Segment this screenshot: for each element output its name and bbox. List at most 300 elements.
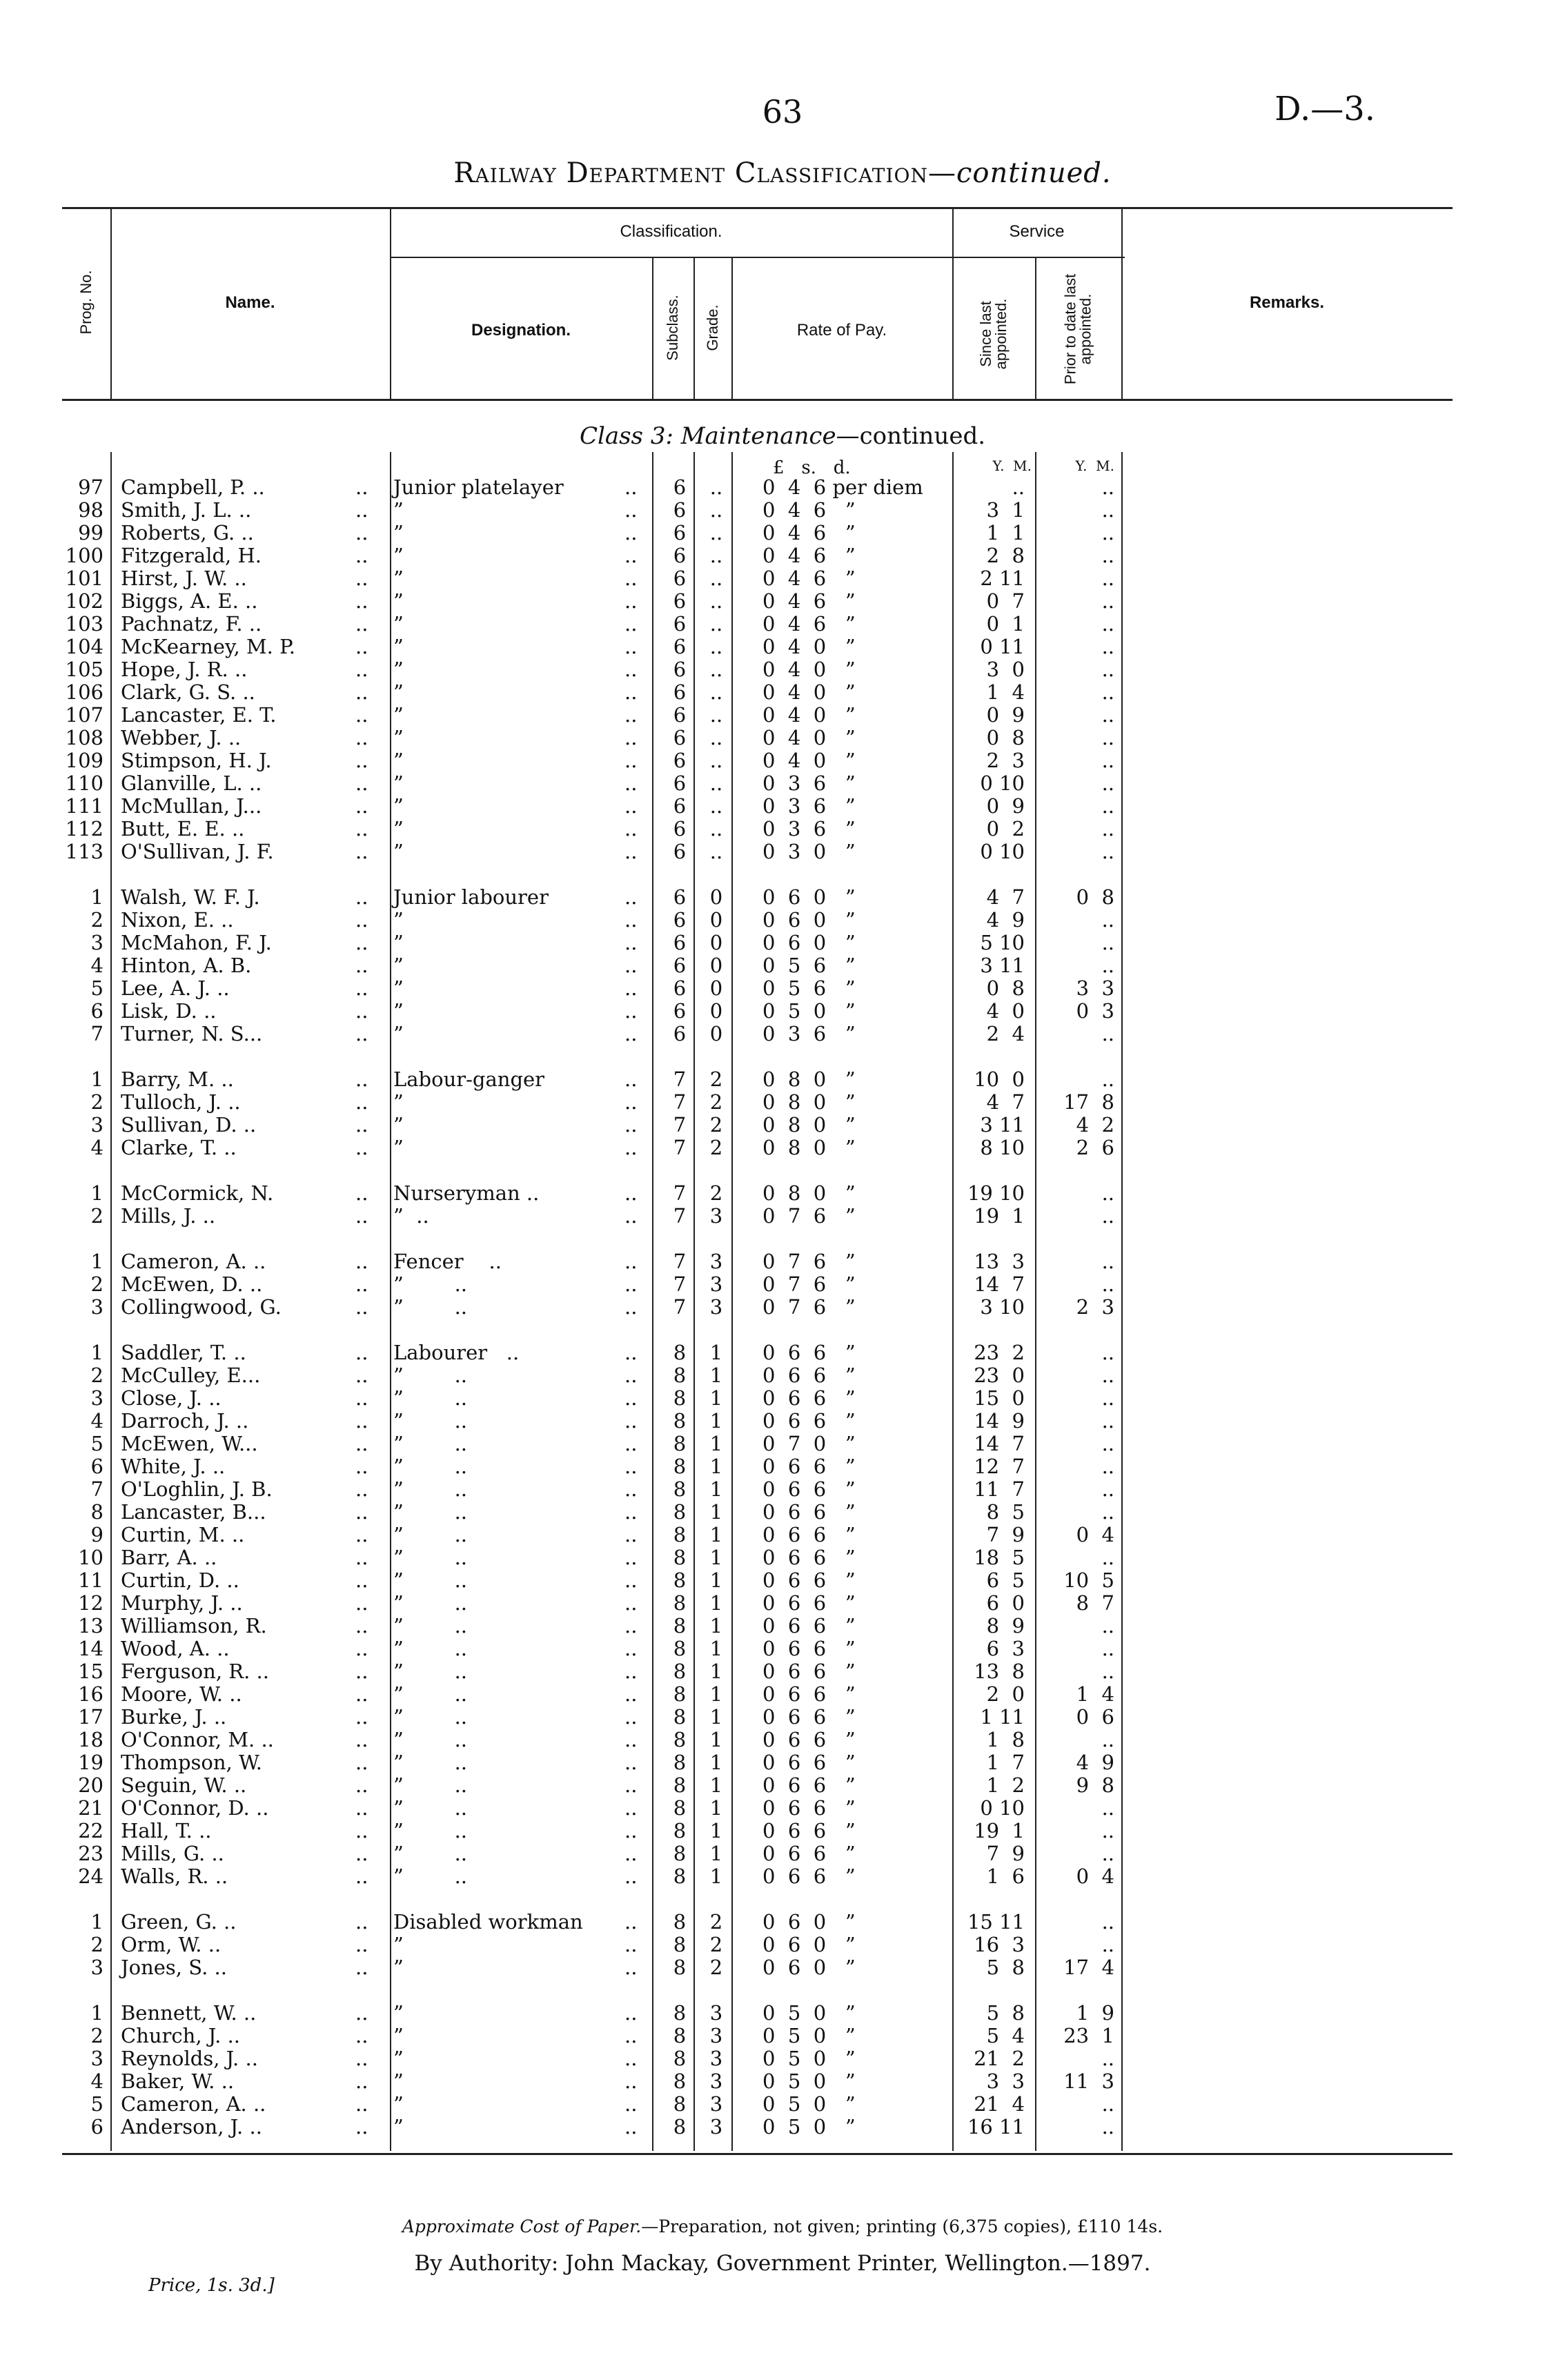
leader-dots: ..: [355, 2024, 368, 2047]
since-last-cell: 14 7: [974, 1432, 1025, 1455]
leader-dots: ..: [624, 2024, 638, 2047]
prog-no-cell: 6: [90, 1455, 104, 1478]
name-cell: Jones, S. ..: [121, 1956, 227, 1979]
since-last-cell: 19 1: [974, 1819, 1025, 1842]
table-row: [0, 1934, 1565, 1956]
grade-cell: ..: [709, 680, 723, 704]
leader-dots: ..: [624, 658, 638, 681]
subclass-cell: 6: [673, 1022, 687, 1045]
leader-dots: ..: [624, 1477, 638, 1501]
leader-dots: ..: [355, 771, 368, 795]
leader-dots: ..: [624, 1500, 638, 1524]
since-last-cell: 15 11: [967, 1910, 1025, 1934]
leader-dots: ..: [355, 1500, 368, 1524]
name-cell: Butt, E. E. ..: [121, 817, 245, 840]
prog-no-cell: 17: [78, 1705, 104, 1729]
subclass-cell: 8: [673, 1546, 687, 1569]
prior-to-date-cell: ..: [1101, 475, 1114, 499]
prior-to-date-cell: 8 7: [1076, 1591, 1114, 1615]
leader-dots: ..: [624, 1113, 638, 1137]
rate-of-pay-cell: 0 6 6 ”: [762, 1591, 856, 1615]
since-last-cell: 3 11: [980, 954, 1025, 977]
designation-cell: ”: [393, 954, 404, 977]
designation-cell: ”: [393, 703, 404, 727]
subclass-cell: 7: [673, 1204, 687, 1228]
designation-cell: ”: [393, 1022, 404, 1045]
name-cell: McKearney, M. P.: [121, 635, 295, 658]
leader-dots: ..: [624, 1933, 638, 1956]
leader-dots: ..: [624, 2115, 638, 2138]
prog-no-cell: 1: [90, 1181, 104, 1205]
since-last-cell: 0 10: [980, 840, 1025, 863]
grade-cell: 1: [709, 1842, 723, 1865]
prog-no-cell: 1: [90, 1341, 104, 1364]
grade-cell: ..: [709, 521, 723, 544]
leader-dots: ..: [355, 1933, 368, 1956]
table-row: [0, 681, 1565, 704]
section-suffix: —continued.: [836, 422, 986, 450]
leader-dots: ..: [355, 1842, 368, 1865]
leader-dots: ..: [355, 1773, 368, 1797]
name-cell: O'Loghlin, J. B.: [121, 1477, 273, 1501]
designation-cell: ” ..: [393, 1546, 468, 1569]
prior-to-date-cell: ..: [1101, 567, 1114, 590]
grade-cell: ..: [709, 840, 723, 863]
leader-dots: ..: [624, 703, 638, 727]
designation-cell: ”: [393, 2115, 404, 2138]
table-row: [0, 2070, 1565, 2093]
name-cell: Saddler, T. ..: [121, 1341, 246, 1364]
leader-dots: ..: [355, 498, 368, 522]
since-last-cell: 19 1: [974, 1204, 1025, 1228]
table-row: [0, 1615, 1565, 1638]
table-row: [0, 1956, 1565, 1979]
name-cell: Hope, J. R. ..: [121, 658, 248, 681]
leader-dots: ..: [624, 1546, 638, 1569]
since-last-cell: 1 8: [986, 1728, 1025, 1751]
grade-cell: 1: [709, 1568, 723, 1592]
grade-cell: 3: [709, 2092, 723, 2116]
leader-dots: ..: [355, 1409, 368, 1433]
leader-dots: ..: [355, 1660, 368, 1683]
leader-dots: ..: [624, 1181, 638, 1205]
name-cell: Cameron, A. ..: [121, 1250, 266, 1273]
leader-dots: ..: [624, 680, 638, 704]
leader-dots: ..: [624, 2047, 638, 2070]
prior-to-date-cell: ..: [1101, 908, 1114, 932]
leader-dots: ..: [624, 498, 638, 522]
rate-of-pay-cell: 0 7 6 ”: [762, 1250, 856, 1273]
leader-dots: ..: [624, 1842, 638, 1865]
title-main: Railway Department Classification—: [453, 157, 956, 189]
since-last-cell: ..: [1012, 475, 1025, 499]
rate-of-pay-cell: 0 3 0 ”: [762, 840, 856, 863]
name-cell: Smith, J. L. ..: [121, 498, 252, 522]
units-since: Y. M.: [992, 458, 1032, 474]
prog-no-cell: 5: [90, 1432, 104, 1455]
leader-dots: ..: [355, 1523, 368, 1546]
prog-no-cell: 24: [78, 1865, 104, 1888]
rate-of-pay-cell: 0 6 6 ”: [762, 1660, 856, 1683]
leader-dots: ..: [355, 1568, 368, 1592]
grade-cell: 1: [709, 1591, 723, 1615]
name-cell: Walls, R. ..: [121, 1865, 228, 1888]
prog-no-cell: 4: [90, 1136, 104, 1159]
leader-dots: ..: [355, 1432, 368, 1455]
leader-dots: ..: [355, 1341, 368, 1364]
prior-to-date-cell: ..: [1101, 1455, 1114, 1478]
table-row: [0, 1546, 1565, 1569]
name-cell: Clark, G. S. ..: [121, 680, 255, 704]
designation-cell: ”: [393, 726, 404, 749]
prior-to-date-cell: ..: [1101, 2115, 1114, 2138]
name-cell: Stimpson, H. J.: [121, 749, 272, 772]
prior-to-date-cell: ..: [1101, 749, 1114, 772]
table-row: [0, 749, 1565, 772]
name-cell: Pachnatz, F. ..: [121, 612, 262, 636]
subclass-cell: 6: [673, 976, 687, 1000]
table-row: [0, 2002, 1565, 2025]
name-cell: Church, J. ..: [121, 2024, 241, 2047]
grade-cell: 3: [709, 1204, 723, 1228]
rate-of-pay-cell: 0 4 6 ”: [762, 544, 856, 567]
prior-to-date-cell: ..: [1101, 2092, 1114, 2116]
designation-cell: ” ..: [393, 1728, 468, 1751]
designation-cell: ”: [393, 2001, 404, 2025]
grade-cell: ..: [709, 726, 723, 749]
since-last-cell: 3 10: [980, 1295, 1025, 1319]
rate-of-pay-cell: 0 4 6 per diem: [762, 475, 923, 499]
leader-dots: ..: [355, 954, 368, 977]
leader-dots: ..: [624, 1204, 638, 1228]
subclass-cell: 8: [673, 1432, 687, 1455]
leader-dots: ..: [355, 1250, 368, 1273]
table-row: [0, 1774, 1565, 1797]
leader-dots: ..: [624, 1568, 638, 1592]
since-last-cell: 0 1: [986, 612, 1025, 636]
designation-cell: ”: [393, 1933, 404, 1956]
prior-to-date-cell: 0 3: [1076, 999, 1114, 1023]
subclass-cell: 8: [673, 1341, 687, 1364]
grade-cell: 1: [709, 1523, 723, 1546]
prior-to-date-cell: 2 6: [1076, 1136, 1114, 1159]
prog-no-cell: 1: [90, 1910, 104, 1934]
since-last-cell: 8 9: [986, 1614, 1025, 1638]
prior-to-date-cell: ..: [1101, 521, 1114, 544]
subclass-cell: 6: [673, 726, 687, 749]
name-cell: Lee, A. J. ..: [121, 976, 230, 1000]
subclass-cell: 6: [673, 612, 687, 636]
leader-dots: ..: [355, 1455, 368, 1478]
name-cell: Barry, M. ..: [121, 1068, 234, 1091]
prior-to-date-cell: 9 8: [1076, 1773, 1114, 1797]
subclass-cell: 6: [673, 658, 687, 681]
prior-to-date-cell: ..: [1101, 1409, 1114, 1433]
rate-of-pay-cell: 0 4 6 ”: [762, 589, 856, 613]
name-cell: Hirst, J. W. ..: [121, 567, 247, 590]
designation-cell: ” ..: [393, 1614, 468, 1638]
prior-to-date-cell: ..: [1101, 1546, 1114, 1569]
prior-to-date-cell: ..: [1101, 954, 1114, 977]
subclass-cell: 8: [673, 1364, 687, 1387]
leader-dots: ..: [624, 1409, 638, 1433]
designation-cell: ”: [393, 840, 404, 863]
header-remarks: Remarks.: [1249, 293, 1325, 312]
designation-cell: ” ..: [393, 1796, 468, 1820]
prior-to-date-cell: ..: [1101, 703, 1114, 727]
grade-cell: 1: [709, 1705, 723, 1729]
name-cell: Campbell, P. ..: [121, 475, 265, 499]
table-row: [0, 2116, 1565, 2138]
prog-no-cell: 23: [78, 1842, 104, 1865]
since-last-cell: 12 7: [974, 1455, 1025, 1478]
name-cell: Green, G. ..: [121, 1910, 237, 1934]
prog-no-cell: 106: [65, 680, 104, 704]
leader-dots: ..: [624, 908, 638, 932]
subclass-cell: 6: [673, 840, 687, 863]
subclass-cell: 6: [673, 908, 687, 932]
grade-cell: 1: [709, 1614, 723, 1638]
leader-dots: ..: [355, 1546, 368, 1569]
since-last-cell: 0 9: [986, 794, 1025, 818]
name-cell: Lancaster, E. T.: [121, 703, 277, 727]
designation-cell: ”: [393, 589, 404, 613]
designation-cell: ” ..: [393, 1568, 468, 1592]
name-cell: Biggs, A. E. ..: [121, 589, 258, 613]
since-last-cell: 5 4: [986, 2024, 1025, 2047]
name-cell: Darroch, J. ..: [121, 1409, 249, 1433]
grade-cell: ..: [709, 703, 723, 727]
designation-cell: ”: [393, 2069, 404, 2093]
name-cell: Mills, G. ..: [121, 1842, 224, 1865]
prog-no-cell: 21: [78, 1796, 104, 1820]
table-row: [0, 1000, 1565, 1023]
designation-cell: ” ..: [393, 1477, 468, 1501]
header-divider: [1035, 257, 1036, 399]
designation-cell: ”: [393, 908, 404, 932]
leader-dots: ..: [624, 1819, 638, 1842]
name-cell: Baker, W. ..: [121, 2069, 235, 2093]
prog-no-cell: 107: [65, 703, 104, 727]
leader-dots: ..: [624, 840, 638, 863]
grade-cell: 1: [709, 1432, 723, 1455]
leader-dots: ..: [624, 1910, 638, 1934]
prior-to-date-cell: 1 9: [1076, 2001, 1114, 2025]
rate-of-pay-cell: 0 6 6 ”: [762, 1751, 856, 1774]
designation-cell: ”: [393, 680, 404, 704]
designation-cell: ” ..: [393, 1295, 468, 1319]
rate-of-pay-cell: 0 4 0 ”: [762, 635, 856, 658]
since-last-cell: 2 8: [986, 544, 1025, 567]
subclass-cell: 8: [673, 1796, 687, 1820]
leader-dots: ..: [355, 885, 368, 909]
subclass-cell: 6: [673, 475, 687, 499]
prog-no-cell: 7: [90, 1477, 104, 1501]
header-grade: Grade.: [704, 304, 721, 351]
prior-to-date-cell: ..: [1101, 498, 1114, 522]
leader-dots: ..: [355, 1295, 368, 1319]
subclass-cell: 8: [673, 1773, 687, 1797]
table-row: [0, 1842, 1565, 1865]
since-last-cell: 5 8: [986, 2001, 1025, 2025]
table-row: [0, 954, 1565, 977]
subclass-cell: 8: [673, 2069, 687, 2093]
leader-dots: ..: [355, 1637, 368, 1660]
subclass-cell: 8: [673, 1523, 687, 1546]
name-cell: Close, J. ..: [121, 1386, 222, 1410]
table-row: [0, 590, 1565, 613]
designation-cell: ” ..: [393, 1591, 468, 1615]
prog-no-cell: 9: [90, 1523, 104, 1546]
designation-cell: ”: [393, 1956, 404, 1979]
rate-of-pay-cell: 0 6 6 ”: [762, 1523, 856, 1546]
prog-no-cell: 20: [78, 1773, 104, 1797]
designation-cell: ”: [393, 1136, 404, 1159]
table-row: [0, 2025, 1565, 2047]
grade-cell: 0: [709, 999, 723, 1023]
prior-to-date-cell: 1 4: [1076, 1682, 1114, 1706]
prior-to-date-cell: 17 8: [1063, 1090, 1114, 1114]
rate-of-pay-cell: 0 3 6 ”: [762, 817, 856, 840]
section-class-label: Class 3:: [579, 422, 673, 450]
subclass-cell: 8: [673, 1751, 687, 1774]
name-cell: Burke, J. ..: [121, 1705, 227, 1729]
grade-cell: ..: [709, 475, 723, 499]
leader-dots: ..: [355, 521, 368, 544]
rate-of-pay-cell: 0 8 0 ”: [762, 1068, 856, 1091]
designation-cell: ” ..: [393, 1819, 468, 1842]
table-row: [0, 1569, 1565, 1592]
grade-cell: 1: [709, 1409, 723, 1433]
leader-dots: ..: [624, 1386, 638, 1410]
prog-no-cell: 101: [65, 567, 104, 590]
name-cell: McEwen, D. ..: [121, 1272, 263, 1296]
prog-no-cell: 2: [90, 2024, 104, 2047]
rate-of-pay-cell: 0 4 0 ”: [762, 680, 856, 704]
prog-no-cell: 2: [90, 1204, 104, 1228]
name-cell: McEwen, W...: [121, 1432, 258, 1455]
leader-dots: ..: [624, 612, 638, 636]
grade-cell: 3: [709, 1295, 723, 1319]
prog-no-cell: 4: [90, 1409, 104, 1433]
leader-dots: ..: [355, 567, 368, 590]
prog-no-cell: 1: [90, 1068, 104, 1091]
subclass-cell: 8: [673, 1455, 687, 1478]
prior-to-date-cell: ..: [1101, 1842, 1114, 1865]
table-row: [0, 476, 1565, 499]
since-last-cell: 4 7: [986, 885, 1025, 909]
prog-no-cell: 104: [65, 635, 104, 658]
grade-cell: ..: [709, 544, 723, 567]
subclass-cell: 6: [673, 931, 687, 954]
grade-cell: 2: [709, 1181, 723, 1205]
since-last-cell: 15 0: [974, 1386, 1025, 1410]
rate-of-pay-cell: 0 6 6 ”: [762, 1819, 856, 1842]
leader-dots: ..: [624, 567, 638, 590]
subclass-cell: 6: [673, 703, 687, 727]
section-name: Maintenance: [680, 422, 836, 450]
title-suffix: continued.: [956, 157, 1112, 189]
page-number: 63: [762, 93, 803, 130]
since-last-cell: 0 2: [986, 817, 1025, 840]
leader-dots: ..: [624, 1250, 638, 1273]
rate-of-pay-cell: 0 6 0 ”: [762, 1956, 856, 1979]
since-last-cell: 2 0: [986, 1682, 1025, 1706]
prior-to-date-cell: 4 9: [1076, 1751, 1114, 1774]
name-cell: McMahon, F. J.: [121, 931, 272, 954]
prog-no-cell: 10: [78, 1546, 104, 1569]
rate-of-pay-cell: 0 8 0 ”: [762, 1181, 856, 1205]
designation-cell: ”: [393, 817, 404, 840]
name-cell: Lisk, D. ..: [121, 999, 217, 1023]
since-last-cell: 6 3: [986, 1637, 1025, 1660]
prior-to-date-cell: ..: [1101, 1204, 1114, 1228]
leader-dots: ..: [355, 1819, 368, 1842]
name-cell: Collingwood, G.: [121, 1295, 282, 1319]
since-last-cell: 14 7: [974, 1272, 1025, 1296]
prior-to-date-cell: ..: [1101, 1933, 1114, 1956]
leader-dots: ..: [355, 2001, 368, 2025]
leader-dots: ..: [624, 1022, 638, 1045]
table-row: [0, 2093, 1565, 2116]
section-title: [0, 422, 1565, 450]
grade-cell: 3: [709, 1272, 723, 1296]
grade-cell: 0: [709, 931, 723, 954]
name-cell: McMullan, J...: [121, 794, 262, 818]
units-prior: Y. M.: [1075, 458, 1114, 474]
name-cell: Curtin, M. ..: [121, 1523, 245, 1546]
rate-of-pay-cell: 0 6 6 ”: [762, 1341, 856, 1364]
grade-cell: ..: [709, 567, 723, 590]
subclass-cell: 7: [673, 1090, 687, 1114]
table-row: [0, 1751, 1565, 1774]
subclass-cell: 6: [673, 817, 687, 840]
designation-cell: Junior labourer: [393, 885, 549, 909]
prior-to-date-cell: 17 4: [1063, 1956, 1114, 1979]
subclass-cell: 8: [673, 2115, 687, 2138]
rate-of-pay-cell: 0 5 0 ”: [762, 2092, 856, 2116]
grade-cell: ..: [709, 635, 723, 658]
leader-dots: ..: [355, 1022, 368, 1045]
prior-to-date-cell: 0 4: [1076, 1523, 1114, 1546]
name-cell: Seguin, W. ..: [121, 1773, 247, 1797]
designation-cell: ”: [393, 999, 404, 1023]
prog-no-cell: 1: [90, 2001, 104, 2025]
document-reference: D.—3.: [1274, 90, 1375, 128]
prog-no-cell: 1: [90, 885, 104, 909]
since-last-cell: 21 4: [974, 2092, 1025, 2116]
rate-of-pay-cell: 0 3 6 ”: [762, 794, 856, 818]
leader-dots: ..: [355, 908, 368, 932]
designation-cell: ”: [393, 658, 404, 681]
designation-cell: ”: [393, 976, 404, 1000]
grade-cell: 3: [709, 2001, 723, 2025]
prior-to-date-cell: ..: [1101, 1637, 1114, 1660]
leader-dots: ..: [355, 1591, 368, 1615]
table-row: [0, 1638, 1565, 1660]
leader-dots: ..: [624, 1773, 638, 1797]
table-row: [0, 1296, 1565, 1319]
table-row: [0, 636, 1565, 658]
leader-dots: ..: [624, 2001, 638, 2025]
subclass-cell: 8: [673, 1591, 687, 1615]
subclass-cell: 7: [673, 1295, 687, 1319]
designation-cell: ”: [393, 544, 404, 567]
subclass-cell: 8: [673, 1910, 687, 1934]
table-row: [0, 1524, 1565, 1546]
grade-cell: 3: [709, 1250, 723, 1273]
table-row: [0, 1364, 1565, 1387]
